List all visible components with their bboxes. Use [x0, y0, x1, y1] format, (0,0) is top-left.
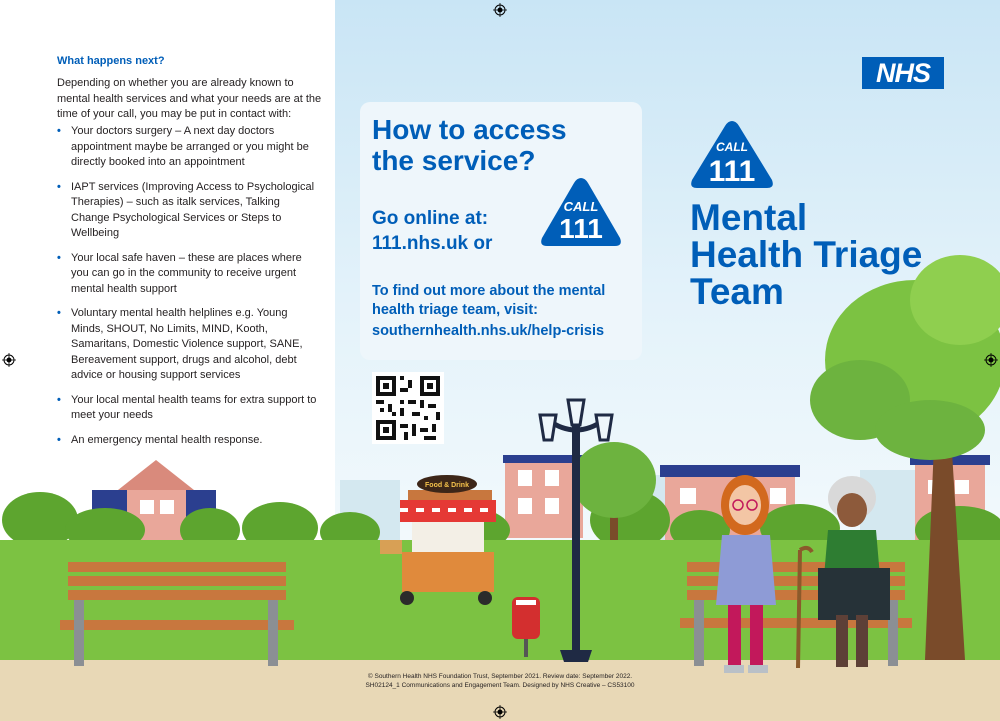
cart-sign: Food & Drink: [425, 482, 469, 489]
call-111-badge-card: [538, 174, 624, 250]
list-item: • Your local mental health teams for extra support to meet your needs: [57, 393, 317, 421]
call-111-badge-cover: [688, 118, 776, 190]
svg-text:111: 111: [559, 213, 603, 244]
find-out-more-text: To find out more about the mental health triage team, visit:: [372, 283, 606, 318]
list-item: • IAPT services (Improving Access to Psychological Therapies) – such as italk services, Talking Change Psychological Services or Steps to Wellbeing: [57, 180, 315, 239]
svg-text:111: 111: [708, 155, 756, 188]
list-item: • Voluntary mental health helplines e.g. Young Minds, SHOUT, No Limits, MIND, Kooth, Samaritans, Domestic Violence support, SANE, Bereavement support, drugs and alcohol, debt advice or housing support services: [57, 307, 303, 381]
help-crisis-link[interactable]: southernhealth.nhs.uk/help-crisis: [372, 323, 605, 339]
bullet-icon: •: [57, 307, 61, 319]
nhs-logo: NHS: [862, 57, 944, 89]
card-title: How to access the service?: [372, 114, 567, 176]
litter-bin: [512, 597, 540, 657]
bench-left: [60, 562, 294, 666]
bullet-icon: •: [57, 125, 61, 137]
registration-mark-icon: [984, 353, 998, 367]
online-instructions: Go online at: 111.nhs.uk or: [372, 208, 493, 254]
section-heading: What happens next?: [57, 55, 165, 67]
list-item: • Your local safe haven – these are places where you can go in the community to receive urgent mental health support: [57, 251, 302, 295]
bullet-icon: •: [57, 393, 61, 406]
registration-mark-icon: [493, 705, 507, 719]
food-cart: [380, 475, 496, 605]
intro-text: Depending on whether you are already known to mental health services and what your needs are at the time of your call, you may be put in contact with:: [57, 77, 322, 120]
lamp-post: [540, 400, 612, 662]
cover-title: Mental Health Triage Team: [690, 197, 923, 312]
svg-text:CALL: CALL: [716, 140, 748, 154]
bullet-icon: •: [57, 251, 61, 264]
qr-code[interactable]: [372, 372, 444, 444]
bullet-icon: •: [57, 433, 61, 446]
bullet-icon: •: [57, 180, 61, 193]
svg-text:CALL: CALL: [563, 199, 599, 214]
woman-figure: [716, 475, 776, 673]
registration-mark-icon: [2, 353, 16, 367]
registration-mark-icon: [493, 3, 507, 17]
list-item: • An emergency mental health response.: [57, 433, 319, 449]
list-item: • Your doctors surgery – A next day doctors appointment maybe be arranged or you might be directly booked into an appointment: [57, 125, 309, 168]
copyright-footer: © Southern Health NHS Foundation Trust, September 2021. Review date: September 2022. SH02124_1 Communications and Engagement Team. Designed by NHS Creative – CS53100: [365, 673, 635, 689]
